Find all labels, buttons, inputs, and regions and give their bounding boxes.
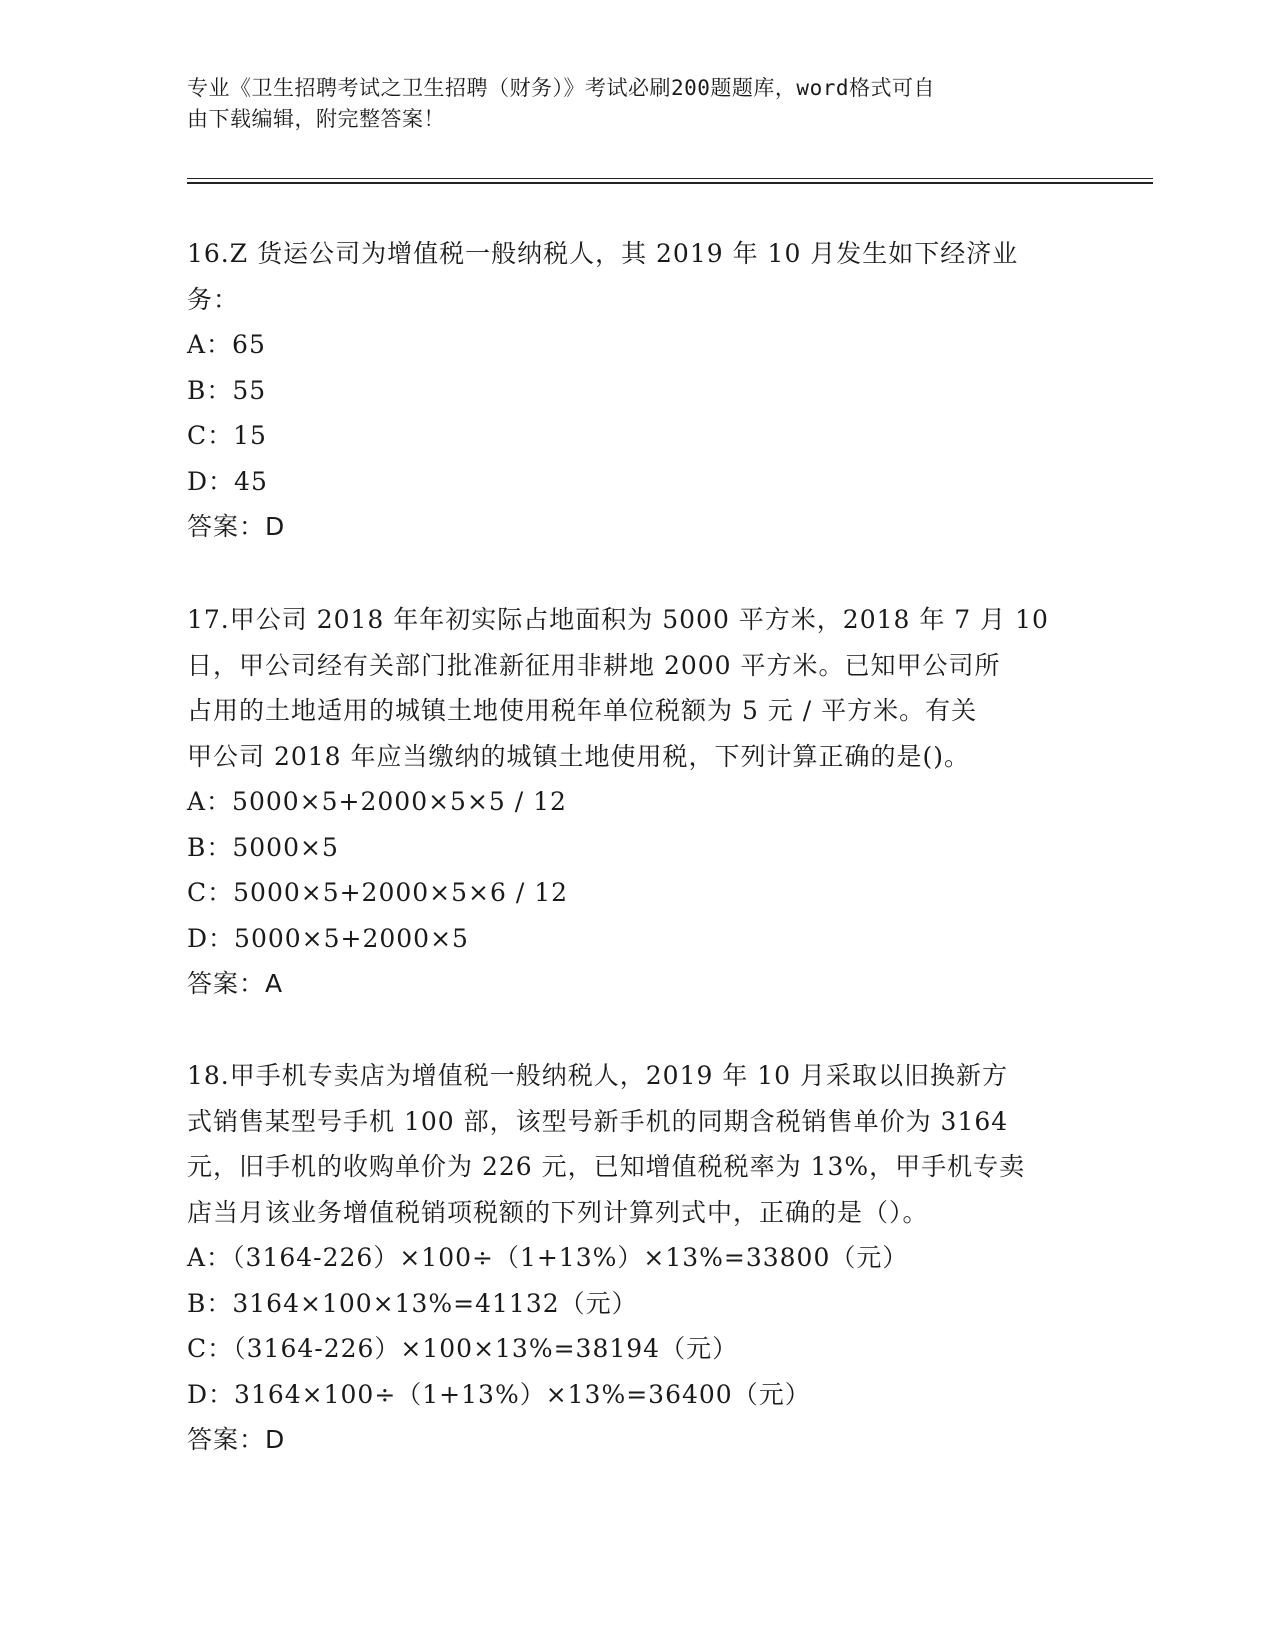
question-text-line: 17.甲公司 2018 年年初实际占地面积为 5000 平方米，2018 年 7 月 10 (187, 605, 1049, 634)
header-divider-thin (187, 178, 1153, 179)
option-d: D：5000×5+2000×5 (187, 923, 469, 953)
option-b: B：3164×100×13%=41132（元） (187, 1288, 638, 1318)
option-a: A：65 (187, 330, 266, 359)
option-b: B：55 (187, 375, 267, 405)
question-text-line: 16.Z 货运公司为增值税一般纳税人，其 2019 年 10 月发生如下经济业 (187, 239, 1019, 268)
option-d: D：45 (187, 466, 268, 496)
question-text-line: 18.甲手机专卖店为增值税一般纳税人，2019 年 10 月采取以旧换新方 (187, 1061, 1009, 1090)
question-text-line: 务： (187, 284, 240, 314)
question-text-line: 店当月该业务增值税销项税额的下列计算列式中，正确的是（）。 (187, 1197, 929, 1227)
header-line: 专业《卫生招聘考试之卫生招聘（财务）》考试必刷200题题库，word格式可自 (187, 76, 935, 100)
answer-line: 答案：D (187, 1425, 286, 1454)
question-17 (187, 597, 1087, 1007)
question-text-line: 式销售某型号手机 100 部，该型号新手机的同期含税销售单价为 3164 (187, 1106, 1009, 1136)
option-a: A：5000×5+2000×5×5 / 12 (187, 787, 567, 816)
question-16 (187, 231, 1087, 550)
option-c: C：5000×5+2000×5×6 / 12 (187, 878, 569, 907)
question-text-line: 元，旧手机的收购单价为 226 元，已知增值税税率为 13%，甲手机专卖 (187, 1152, 1026, 1181)
question-text-line: 占用的土地适用的城镇土地使用税年单位税额为 5 元 / 平方米。有关 (187, 696, 978, 725)
option-c: C：15 (187, 421, 267, 450)
answer-line: 答案：D (187, 512, 286, 541)
question-text-line: 甲公司 2018 年应当缴纳的城镇土地使用税，下列计算正确的是()。 (187, 741, 971, 771)
document-header (187, 73, 1067, 135)
question-18 (187, 1053, 1087, 1463)
header-line: 由下载编辑，附完整答案！ (187, 107, 445, 131)
option-b: B：5000×5 (187, 832, 339, 862)
question-text-line: 日，甲公司经有关部门批准新征用非耕地 2000 平方米。已知甲公司所 (187, 650, 1001, 680)
option-d: D：3164×100÷（1+13%）×13%=36400（元） (187, 1379, 811, 1409)
header-divider-thick (187, 182, 1153, 184)
option-a: A：（3164-226）×100÷（1+13%）×13%=33800（元） (187, 1243, 909, 1272)
option-c: C：（3164-226）×100×13%=38194（元） (187, 1334, 739, 1363)
answer-line: 答案：A (187, 969, 284, 998)
